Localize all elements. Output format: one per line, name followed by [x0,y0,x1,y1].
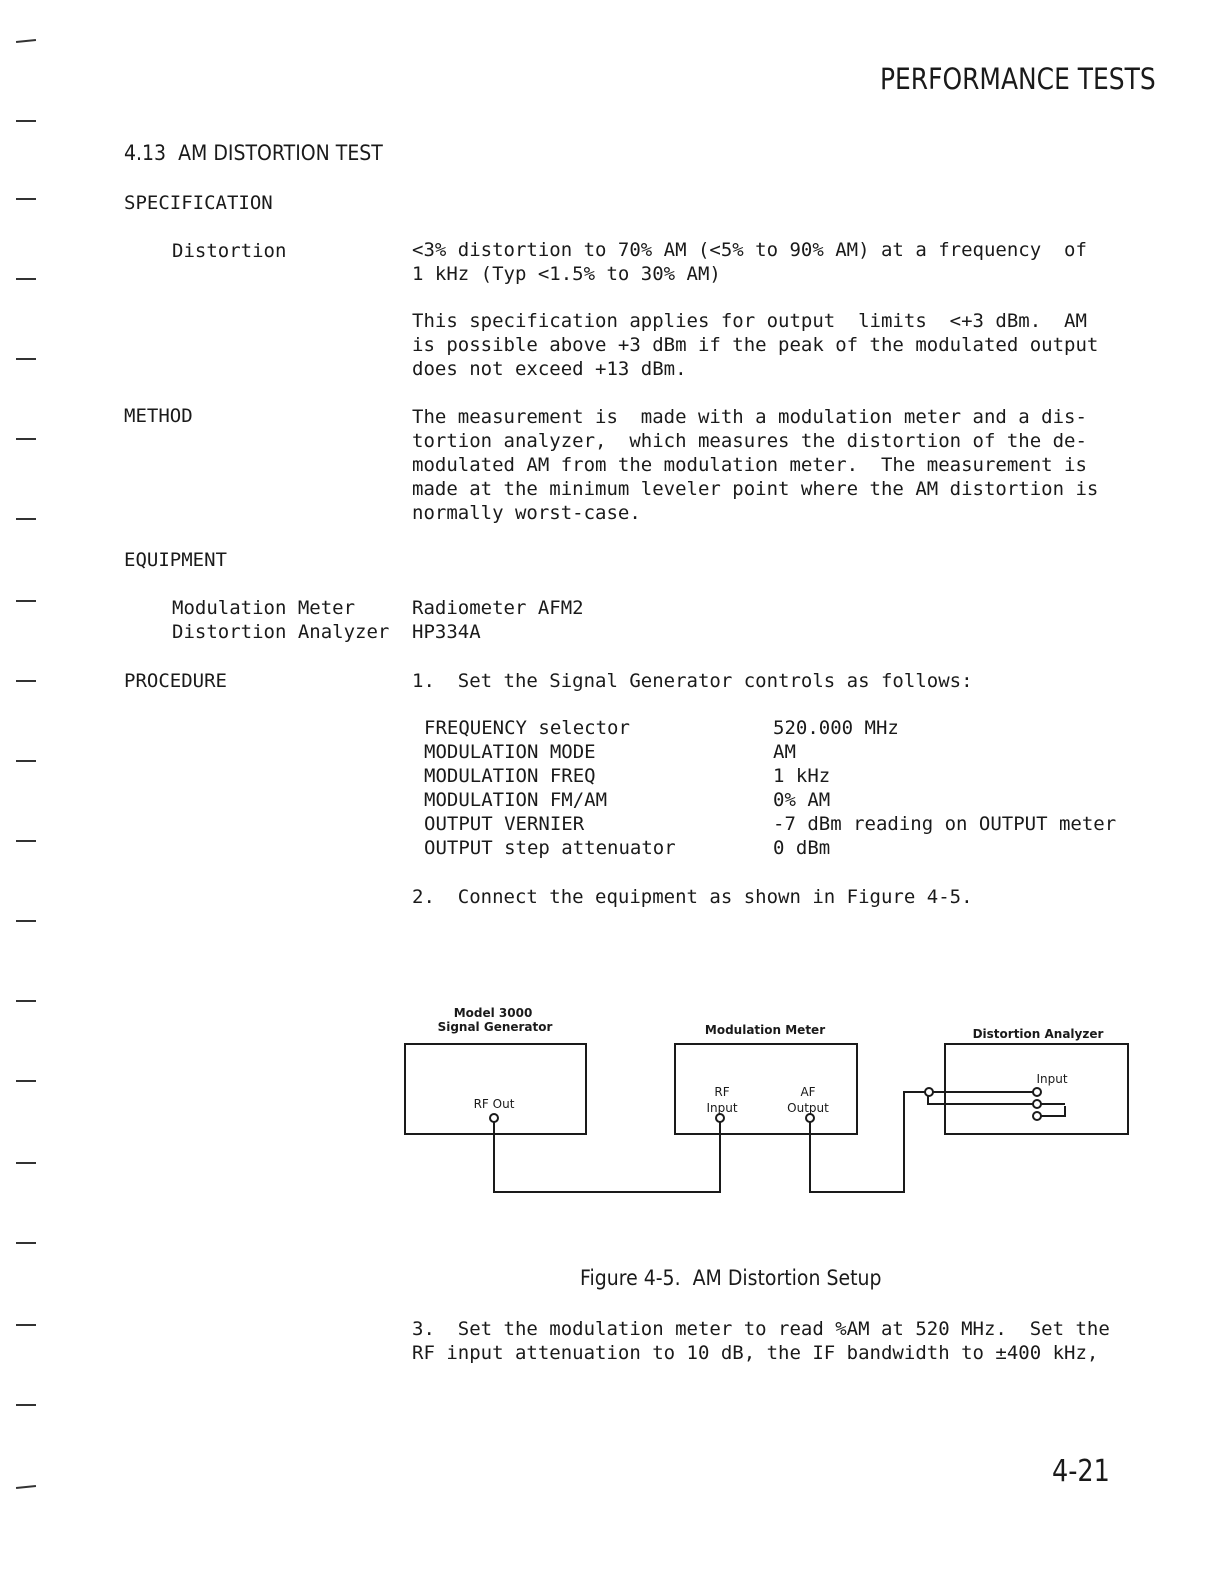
method-line: normally worst-case. [412,502,641,524]
specification-heading: SPECIFICATION [124,192,273,214]
spec-line-1: <3% distortion to 70% AM (<5% to 90% AM) at a frequency of [412,239,1087,261]
meter-af-label: Output [787,1101,829,1115]
generator-port-label: RF Out [473,1097,515,1111]
spec-line-2: 1 kHz (Typ <1.5% to 30% AM) [412,263,721,285]
af-output-connector [806,1114,814,1122]
junction-connector [925,1088,933,1096]
procedure-step-3-line2: RF input attenuation to 10 dB, the IF bandwidth to ±400 kHz, [412,1342,1099,1364]
control-name: MODULATION MODE [424,741,596,763]
analyzer-input-connector [1033,1088,1041,1096]
analyzer-connector [1033,1112,1041,1120]
equipment-name: Modulation Meter [172,597,356,619]
spec-note-1: This specification applies for output limits <+3 dBm. AM [412,310,1087,332]
rf-input-connector [716,1114,724,1122]
meter-rf-label: Input [706,1101,738,1115]
equipment-model: HP334A [412,621,481,643]
method-heading: METHOD [124,405,193,427]
analyzer-loop-wire [1041,1106,1065,1116]
control-name: FREQUENCY selector [424,717,630,739]
equipment-heading: EQUIPMENT [124,549,227,571]
control-name: MODULATION FREQ [424,765,596,787]
page-header-title: PERFORMANCE TESTS [880,62,1156,96]
control-value: AM [773,741,796,763]
procedure-step-2: 2. Connect the equipment as shown in Figure 4-5. [412,886,973,908]
procedure-heading: PROCEDURE [124,670,227,692]
method-line: The measurement is made with a modulation meter and a dis- [412,406,1087,428]
method-line: modulated AM from the modulation meter. The measurement is [412,454,1087,476]
section-number: 4.13 [124,141,167,165]
spec-note-3: does not exceed +13 dBm. [412,358,687,380]
meter-rf-label: RF [714,1085,730,1099]
control-value: 0 dBm [773,837,831,859]
control-value: -7 dBm reading on OUTPUT meter [773,813,1117,835]
control-name: OUTPUT VERNIER [424,813,585,835]
analyzer-connector [1033,1100,1041,1108]
analyzer-port-label: Input [1036,1072,1068,1086]
meter-title: Modulation Meter [704,1023,826,1037]
control-name: MODULATION FM/AM [424,789,608,811]
generator-title-line2: Signal Generator [437,1020,553,1034]
page-number: 4-21 [1052,1454,1110,1489]
control-value: 520.000 MHz [773,717,899,739]
cable-rf [494,1122,720,1192]
method-line: made at the minimum leveler point where the AM distortion is [412,478,1099,500]
control-value: 1 kHz [773,765,831,787]
control-name: OUTPUT step attenuator [424,837,676,859]
equipment-model: Radiometer AFM2 [412,597,584,619]
section-name: AM DISTORTION TEST [178,141,383,165]
modulation-meter-box [675,1044,857,1134]
equipment-name: Distortion Analyzer [172,621,390,643]
specification-label: Distortion [172,240,287,262]
method-line: tortion analyzer, which measures the distortion of the de- [412,430,1087,452]
procedure-step-3-line1: 3. Set the modulation meter to read %AM at 520 MHz. Set the [412,1318,1110,1340]
procedure-step-1: 1. Set the Signal Generator controls as follows: [412,670,973,692]
rf-out-connector [490,1114,498,1122]
control-value: 0% AM [773,789,831,811]
analyzer-ground-wire [928,1096,1033,1104]
meter-af-label: AF [800,1085,816,1099]
spec-note-2: is possible above +3 dBm if the peak of the modulated output [412,334,1099,356]
figure-caption: Figure 4-5. AM Distortion Setup [580,1266,882,1290]
generator-title-line1: Model 3000 [453,1006,533,1020]
analyzer-title: Distortion Analyzer [972,1027,1104,1041]
